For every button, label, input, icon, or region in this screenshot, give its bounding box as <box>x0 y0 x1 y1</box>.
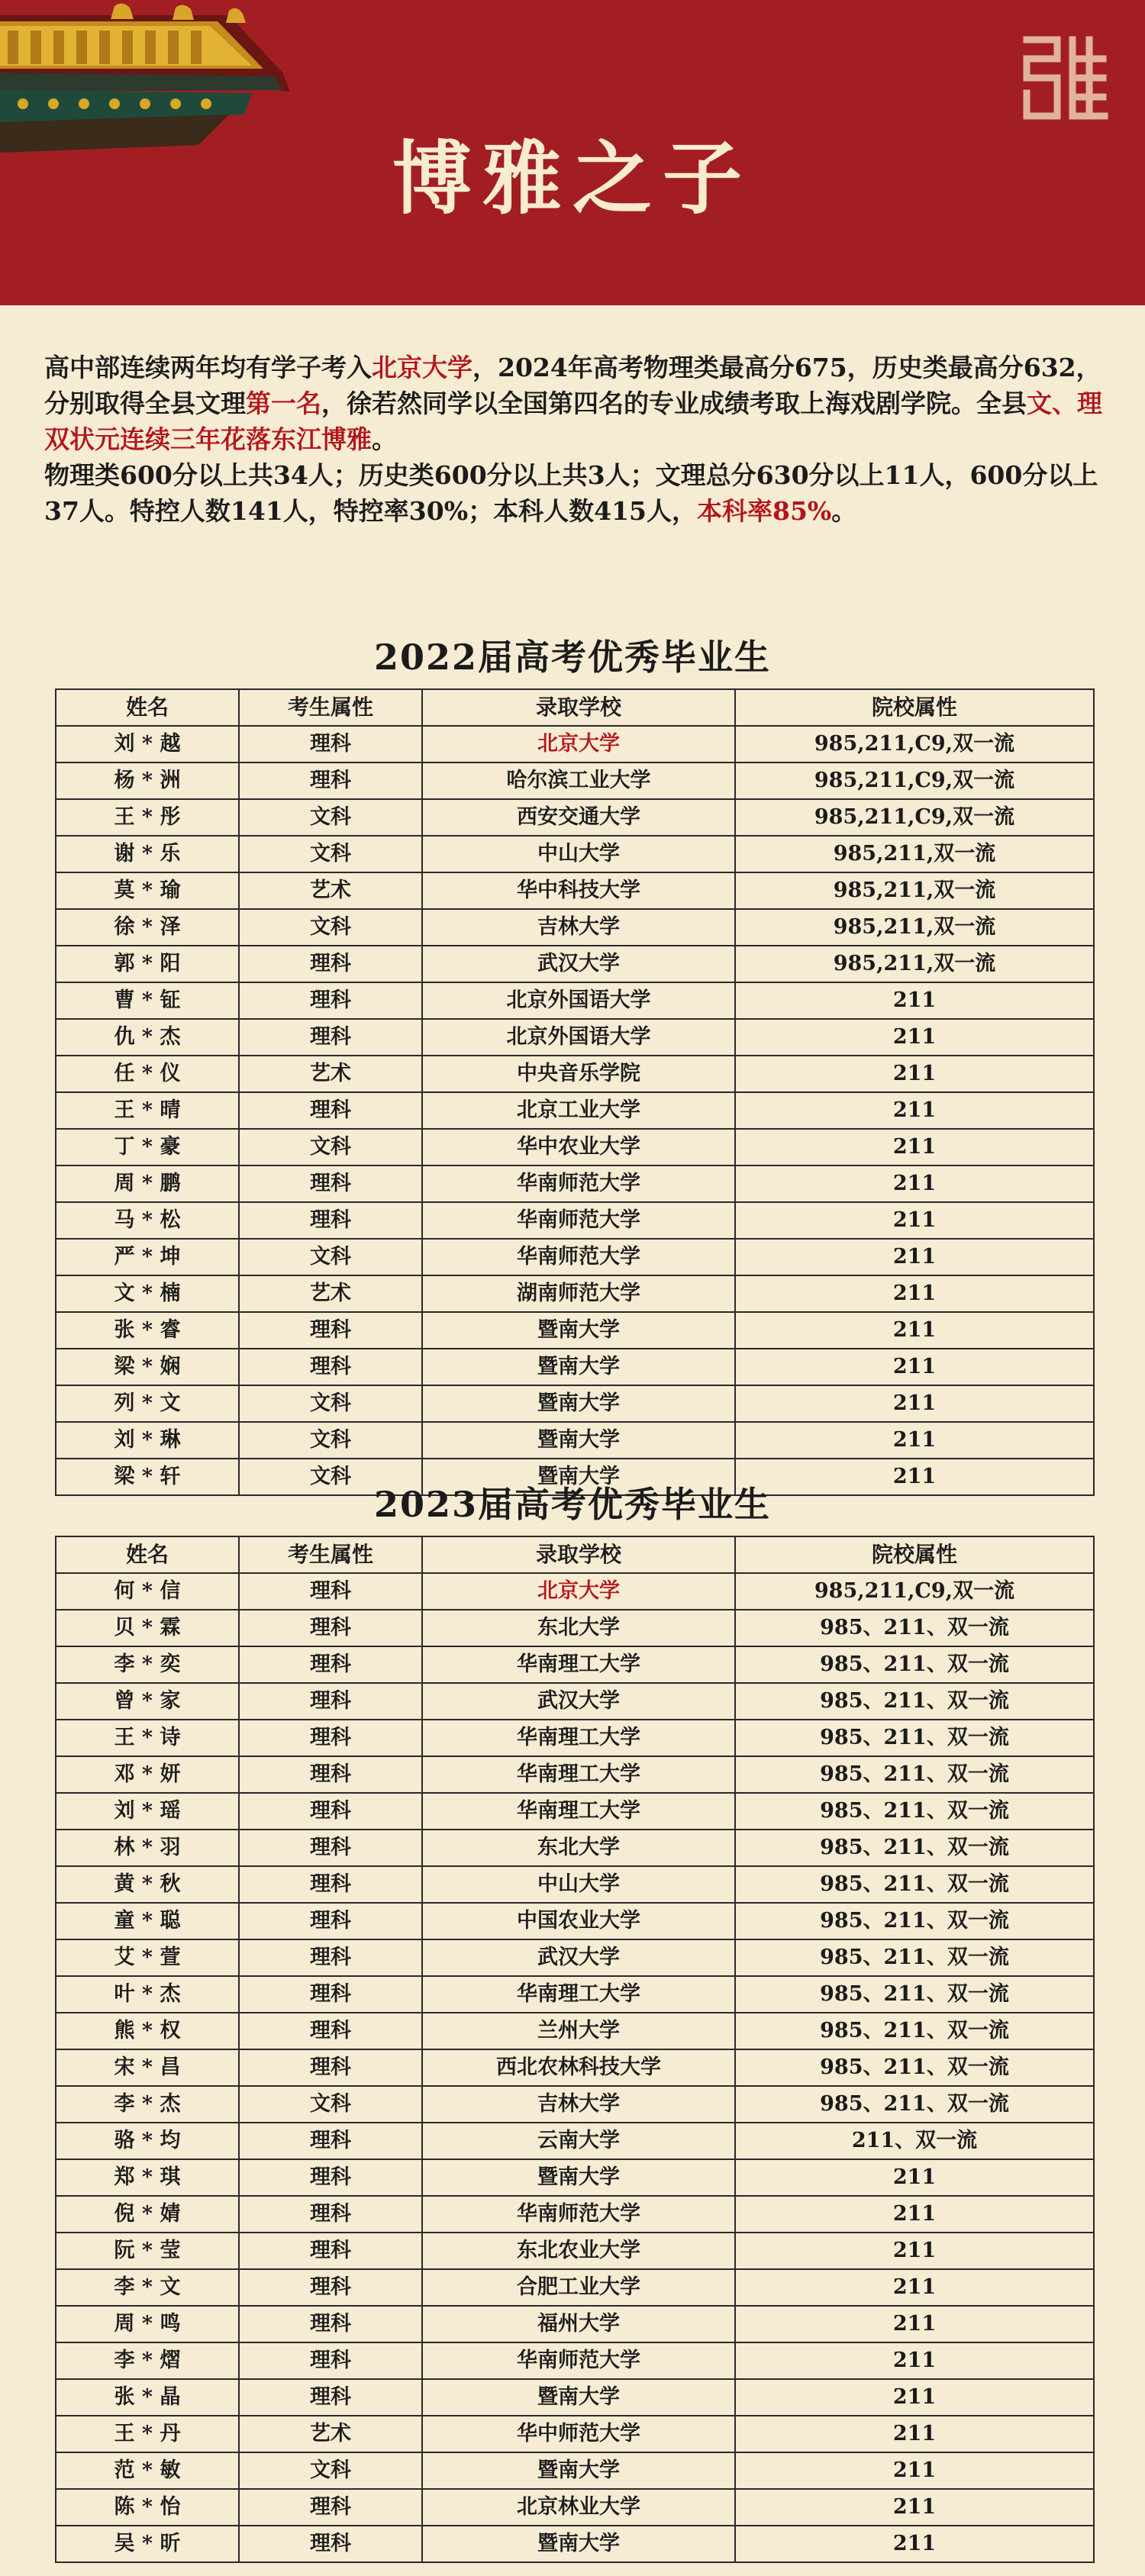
school-type: 211 <box>735 2196 1094 2233</box>
admitted-school: 华中科技大学 <box>422 872 735 909</box>
student-category: 理科 <box>239 1830 422 1866</box>
admitted-school: 吉林大学 <box>422 2086 735 2123</box>
student-category: 理科 <box>239 762 422 799</box>
student-name: 杨 * 洲 <box>56 762 239 799</box>
student-name: 文 * 楠 <box>56 1275 239 1312</box>
student-name: 刘 * 瑶 <box>56 1793 239 1830</box>
admitted-school: 北京大学 <box>422 726 735 762</box>
header-school: 录取学校 <box>422 1536 735 1573</box>
highlight-text: 本科率85% <box>696 496 832 526</box>
admitted-school: 暨南大学 <box>422 2379 735 2416</box>
student-category: 文科 <box>239 1422 422 1459</box>
student-category: 理科 <box>239 2159 422 2196</box>
admitted-school: 合肥工业大学 <box>422 2269 735 2306</box>
intro-paragraph-2 <box>44 457 1105 529</box>
student-category: 理科 <box>239 1202 422 1239</box>
school-type: 211 <box>735 1385 1094 1422</box>
school-type: 985,211,C9,双一流 <box>735 726 1094 762</box>
school-type: 985,211,双一流 <box>735 836 1094 872</box>
table-row <box>56 2416 1094 2452</box>
student-name: 周 * 鹏 <box>56 1165 239 1202</box>
student-name: 莫 * 瑜 <box>56 872 239 909</box>
student-category: 理科 <box>239 2196 422 2233</box>
school-type: 211 <box>735 982 1094 1019</box>
table-row <box>56 1830 1094 1866</box>
student-category: 理科 <box>239 2269 422 2306</box>
student-category: 文科 <box>239 836 422 872</box>
page-title: 博雅之子 <box>392 132 753 225</box>
table-row <box>56 1349 1094 1385</box>
header-banner <box>0 0 1145 305</box>
table-row <box>56 1312 1094 1349</box>
table-row <box>56 2379 1094 2416</box>
header-school-type: 院校属性 <box>735 689 1094 726</box>
student-name: 李 * 熠 <box>56 2342 239 2379</box>
student-name: 梁 * 轩 <box>56 1459 239 1495</box>
student-category: 理科 <box>239 1019 422 1056</box>
table-row <box>56 1275 1094 1312</box>
student-category: 理科 <box>239 1976 422 2013</box>
student-name: 范 * 敏 <box>56 2452 239 2489</box>
admitted-school: 暨南大学 <box>422 1312 735 1349</box>
table-row <box>56 1422 1094 1459</box>
school-type: 211 <box>735 1312 1094 1349</box>
student-name: 仇 * 杰 <box>56 1019 239 1056</box>
admitted-school: 云南大学 <box>422 2123 735 2159</box>
student-category: 理科 <box>239 1349 422 1385</box>
student-category: 理科 <box>239 2123 422 2159</box>
school-type: 211 <box>735 2233 1094 2269</box>
admitted-school: 华南师范大学 <box>422 1202 735 1239</box>
school-type: 211 <box>735 2379 1094 2416</box>
admitted-school: 武汉大学 <box>422 946 735 982</box>
school-type: 985,211,双一流 <box>735 872 1094 909</box>
student-category: 理科 <box>239 1903 422 1939</box>
school-type: 211 <box>735 2342 1094 2379</box>
intro-text-segment: 。 <box>831 496 857 526</box>
student-category: 理科 <box>239 2233 422 2269</box>
school-type: 985、211、双一流 <box>735 1939 1094 1976</box>
school-type: 985、211、双一流 <box>735 1830 1094 1866</box>
header-category: 考生属性 <box>239 1536 422 1573</box>
student-name: 熊 * 权 <box>56 2013 239 2049</box>
student-name: 严 * 坤 <box>56 1239 239 1275</box>
table-row <box>56 1683 1094 1720</box>
admitted-school: 华中农业大学 <box>422 1129 735 1165</box>
school-type: 211 <box>735 2452 1094 2489</box>
student-name: 刘 * 越 <box>56 726 239 762</box>
student-name: 王 * 丹 <box>56 2416 239 2452</box>
student-category: 理科 <box>239 1939 422 1976</box>
table-row <box>56 2123 1094 2159</box>
school-type: 211 <box>735 1056 1094 1092</box>
school-type: 985、211、双一流 <box>735 1720 1094 1756</box>
admitted-school: 东北大学 <box>422 1610 735 1646</box>
school-type: 985、211、双一流 <box>735 1866 1094 1903</box>
school-type: 211 <box>735 1129 1094 1165</box>
student-name: 列 * 文 <box>56 1385 239 1422</box>
admitted-school: 华南理工大学 <box>422 1793 735 1830</box>
admitted-school: 东北大学 <box>422 1830 735 1866</box>
student-name: 任 * 仪 <box>56 1056 239 1092</box>
table-row <box>56 872 1094 909</box>
school-type: 985,211,C9,双一流 <box>735 799 1094 836</box>
school-type: 211 <box>735 1349 1094 1385</box>
logo-seal-icon <box>1019 32 1111 124</box>
student-category: 理科 <box>239 1866 422 1903</box>
table-row <box>56 726 1094 762</box>
student-category: 艺术 <box>239 2416 422 2452</box>
admitted-school: 西北农林科技大学 <box>422 2049 735 2086</box>
intro-text-segment: ，2024年高考物理类最高分675，历史类最高分632，分别取得全县文理 <box>44 353 1101 418</box>
school-type: 211 <box>735 1202 1094 1239</box>
admitted-school: 北京林业大学 <box>422 2489 735 2526</box>
table-row <box>56 946 1094 982</box>
table-row <box>56 2452 1094 2489</box>
table-row <box>56 2233 1094 2269</box>
student-name: 林 * 羽 <box>56 1830 239 1866</box>
admitted-school: 华南理工大学 <box>422 1646 735 1683</box>
student-category: 理科 <box>239 1720 422 1756</box>
student-name: 宋 * 昌 <box>56 2049 239 2086</box>
student-category: 文科 <box>239 1385 422 1422</box>
table-2023-header <box>56 1536 1094 1573</box>
school-type: 985、211、双一流 <box>735 1793 1094 1830</box>
table-row <box>56 2489 1094 2526</box>
school-type: 985,211,C9,双一流 <box>735 762 1094 799</box>
student-category: 理科 <box>239 1092 422 1129</box>
student-category: 理科 <box>239 1312 422 1349</box>
student-name: 刘 * 琳 <box>56 1422 239 1459</box>
student-category: 理科 <box>239 2306 422 2342</box>
intro-text-segment: ，徐若然同学以全国第四名的专业成绩考取上海戏剧学院。全县 <box>321 388 1027 418</box>
school-type: 985、211、双一流 <box>735 1646 1094 1683</box>
student-name: 周 * 鸣 <box>56 2306 239 2342</box>
table-row <box>56 1165 1094 1202</box>
student-category: 文科 <box>239 909 422 946</box>
student-name: 王 * 晴 <box>56 1092 239 1129</box>
admitted-school: 华南师范大学 <box>422 1165 735 1202</box>
admitted-school: 暨南大学 <box>422 1385 735 1422</box>
student-name: 张 * 睿 <box>56 1312 239 1349</box>
table-2023-title: 2023届高考优秀毕业生 <box>373 1484 772 1525</box>
school-type: 211 <box>735 2306 1094 2342</box>
school-type: 985,211,双一流 <box>735 909 1094 946</box>
table-row <box>56 1019 1094 1056</box>
school-type: 985、211、双一流 <box>735 2013 1094 2049</box>
student-category: 理科 <box>239 726 422 762</box>
school-type: 985、211、双一流 <box>735 2086 1094 2123</box>
student-category: 文科 <box>239 799 422 836</box>
table-row <box>56 799 1094 836</box>
school-type: 985、211、双一流 <box>735 1610 1094 1646</box>
student-name: 童 * 聪 <box>56 1903 239 1939</box>
student-name: 谢 * 乐 <box>56 836 239 872</box>
student-category: 艺术 <box>239 872 422 909</box>
school-type: 211 <box>735 1019 1094 1056</box>
school-type: 211 <box>735 1422 1094 1459</box>
admitted-school: 西安交通大学 <box>422 799 735 836</box>
admitted-school: 华南理工大学 <box>422 1720 735 1756</box>
admitted-school: 中国农业大学 <box>422 1903 735 1939</box>
table-2022 <box>55 688 1095 1496</box>
header-school-type: 院校属性 <box>735 1536 1094 1573</box>
admitted-school: 哈尔滨工业大学 <box>422 762 735 799</box>
student-name: 倪 * 婧 <box>56 2196 239 2233</box>
admitted-school: 吉林大学 <box>422 909 735 946</box>
highlight-text: 北京大学 <box>372 353 473 382</box>
admitted-school: 华南理工大学 <box>422 1756 735 1793</box>
admitted-school: 北京大学 <box>422 1573 735 1610</box>
student-name: 邓 * 妍 <box>56 1756 239 1793</box>
student-name: 梁 * 娴 <box>56 1349 239 1385</box>
student-name: 贝 * 霖 <box>56 1610 239 1646</box>
school-type: 211、双一流 <box>735 2123 1094 2159</box>
admitted-school: 暨南大学 <box>422 1459 735 1495</box>
table-2022-header <box>56 689 1094 726</box>
admitted-school: 中山大学 <box>422 836 735 872</box>
student-category: 理科 <box>239 1756 422 1793</box>
intro-text <box>44 350 1105 529</box>
table-row <box>56 1092 1094 1129</box>
table-row <box>56 1239 1094 1275</box>
student-name: 郭 * 阳 <box>56 946 239 982</box>
student-name: 陈 * 怡 <box>56 2489 239 2526</box>
table-2023-body <box>56 1573 1094 2562</box>
table-row <box>56 2306 1094 2342</box>
student-category: 理科 <box>239 1793 422 1830</box>
table-row <box>56 2342 1094 2379</box>
student-category: 文科 <box>239 1459 422 1495</box>
table-row <box>56 1720 1094 1756</box>
student-category: 理科 <box>239 1573 422 1610</box>
highlight-text: 第一名 <box>246 388 321 418</box>
table-row <box>56 2159 1094 2196</box>
student-category: 理科 <box>239 2342 422 2379</box>
school-type: 211 <box>735 1275 1094 1312</box>
table-row <box>56 1756 1094 1793</box>
student-category: 理科 <box>239 1610 422 1646</box>
table-row <box>56 909 1094 946</box>
student-category: 艺术 <box>239 1275 422 1312</box>
table-row <box>56 2086 1094 2123</box>
student-name: 李 * 奕 <box>56 1646 239 1683</box>
student-category: 理科 <box>239 2049 422 2086</box>
student-category: 理科 <box>239 2489 422 2526</box>
student-category: 理科 <box>239 2379 422 2416</box>
student-category: 理科 <box>239 1165 422 1202</box>
student-category: 文科 <box>239 2086 422 2123</box>
admitted-school: 华南师范大学 <box>422 2196 735 2233</box>
admitted-school: 武汉大学 <box>422 1939 735 1976</box>
student-category: 理科 <box>239 982 422 1019</box>
student-name: 李 * 杰 <box>56 2086 239 2123</box>
table-row <box>56 1202 1094 1239</box>
student-category: 理科 <box>239 1646 422 1683</box>
school-type: 985,211,双一流 <box>735 946 1094 982</box>
intro-text-segment: 。 <box>372 424 397 454</box>
student-name: 骆 * 均 <box>56 2123 239 2159</box>
school-type: 211 <box>735 2416 1094 2452</box>
table-row <box>56 1610 1094 1646</box>
student-name: 丁 * 豪 <box>56 1129 239 1165</box>
table-2022-title: 2022届高考优秀毕业生 <box>373 637 772 678</box>
table-row <box>56 1793 1094 1830</box>
admitted-school: 暨南大学 <box>422 2159 735 2196</box>
admitted-school: 华中师范大学 <box>422 2416 735 2452</box>
intro-text-segment: 高中部连续两年均有学子考入 <box>44 353 372 382</box>
school-type: 211 <box>735 2269 1094 2306</box>
admitted-school: 武汉大学 <box>422 1683 735 1720</box>
school-type: 985、211、双一流 <box>735 1683 1094 1720</box>
header-school: 录取学校 <box>422 689 735 726</box>
student-name: 马 * 松 <box>56 1202 239 1239</box>
table-row <box>56 1976 1094 2013</box>
admitted-school: 暨南大学 <box>422 2452 735 2489</box>
admitted-school: 湖南师范大学 <box>422 1275 735 1312</box>
header-name: 姓名 <box>56 1536 239 1573</box>
admitted-school: 福州大学 <box>422 2306 735 2342</box>
student-name: 何 * 信 <box>56 1573 239 1610</box>
student-name: 王 * 彤 <box>56 799 239 836</box>
student-name: 王 * 诗 <box>56 1720 239 1756</box>
highlight-text: 文、理双状元连续三年花落东江博雅 <box>44 388 1102 454</box>
student-category: 理科 <box>239 1683 422 1720</box>
admitted-school: 华南理工大学 <box>422 1976 735 2013</box>
table-row <box>56 1573 1094 1610</box>
student-name: 张 * 晶 <box>56 2379 239 2416</box>
student-name: 李 * 文 <box>56 2269 239 2306</box>
admitted-school: 暨南大学 <box>422 2526 735 2562</box>
table-row <box>56 2269 1094 2306</box>
admitted-school: 兰州大学 <box>422 2013 735 2049</box>
school-type: 985,211,C9,双一流 <box>735 1573 1094 1610</box>
intro-text-segment: 物理类600分以上共34人；历史类600分以上共3人；文理总分630分以上11人，600分以上37人。特控人数141人，特控率30%；本科人数415人， <box>44 460 1098 526</box>
student-name: 曾 * 家 <box>56 1683 239 1720</box>
admitted-school: 华南师范大学 <box>422 1239 735 1275</box>
school-type: 211 <box>735 2526 1094 2562</box>
table-row <box>56 1866 1094 1903</box>
school-type: 211 <box>735 1459 1094 1495</box>
table-row <box>56 2013 1094 2049</box>
school-type: 985、211、双一流 <box>735 1756 1094 1793</box>
table-row <box>56 982 1094 1019</box>
admitted-school: 北京外国语大学 <box>422 1019 735 1056</box>
table-row <box>56 2526 1094 2562</box>
student-category: 艺术 <box>239 1056 422 1092</box>
student-category: 理科 <box>239 2526 422 2562</box>
header-category: 考生属性 <box>239 689 422 726</box>
school-type: 985、211、双一流 <box>735 1903 1094 1939</box>
table-2023 <box>55 1536 1095 2563</box>
school-type: 211 <box>735 2159 1094 2196</box>
header-name: 姓名 <box>56 689 239 726</box>
admitted-school: 暨南大学 <box>422 1349 735 1385</box>
table-row <box>56 762 1094 799</box>
admitted-school: 暨南大学 <box>422 1422 735 1459</box>
admitted-school: 东北农业大学 <box>422 2233 735 2269</box>
admitted-school: 中山大学 <box>422 1866 735 1903</box>
table-row <box>56 1939 1094 1976</box>
student-category: 文科 <box>239 1129 422 1165</box>
student-name: 艾 * 萱 <box>56 1939 239 1976</box>
table-row <box>56 1385 1094 1422</box>
student-name: 黄 * 秋 <box>56 1866 239 1903</box>
school-type: 211 <box>735 2489 1094 2526</box>
admitted-school: 华南师范大学 <box>422 2342 735 2379</box>
admitted-school: 中央音乐学院 <box>422 1056 735 1092</box>
table-row <box>56 836 1094 872</box>
admitted-school: 北京工业大学 <box>422 1092 735 1129</box>
table-2022-body <box>56 726 1094 1495</box>
student-name: 阮 * 莹 <box>56 2233 239 2269</box>
student-category: 理科 <box>239 2013 422 2049</box>
student-name: 吴 * 昕 <box>56 2526 239 2562</box>
table-row <box>56 2196 1094 2233</box>
student-category: 文科 <box>239 2452 422 2489</box>
table-row <box>56 1129 1094 1165</box>
intro-paragraph-1 <box>44 350 1105 457</box>
student-name: 叶 * 杰 <box>56 1976 239 2013</box>
table-row <box>56 1903 1094 1939</box>
table-row <box>56 1056 1094 1092</box>
school-type: 985、211、双一流 <box>735 2049 1094 2086</box>
school-type: 211 <box>735 1092 1094 1129</box>
table-row <box>56 1646 1094 1683</box>
table-row <box>56 2049 1094 2086</box>
student-name: 曹 * 钲 <box>56 982 239 1019</box>
school-type: 211 <box>735 1239 1094 1275</box>
student-category: 理科 <box>239 946 422 982</box>
student-name: 徐 * 泽 <box>56 909 239 946</box>
admitted-school: 北京外国语大学 <box>422 982 735 1019</box>
school-type: 985、211、双一流 <box>735 1976 1094 2013</box>
student-name: 郑 * 琪 <box>56 2159 239 2196</box>
school-type: 211 <box>735 1165 1094 1202</box>
student-category: 文科 <box>239 1239 422 1275</box>
